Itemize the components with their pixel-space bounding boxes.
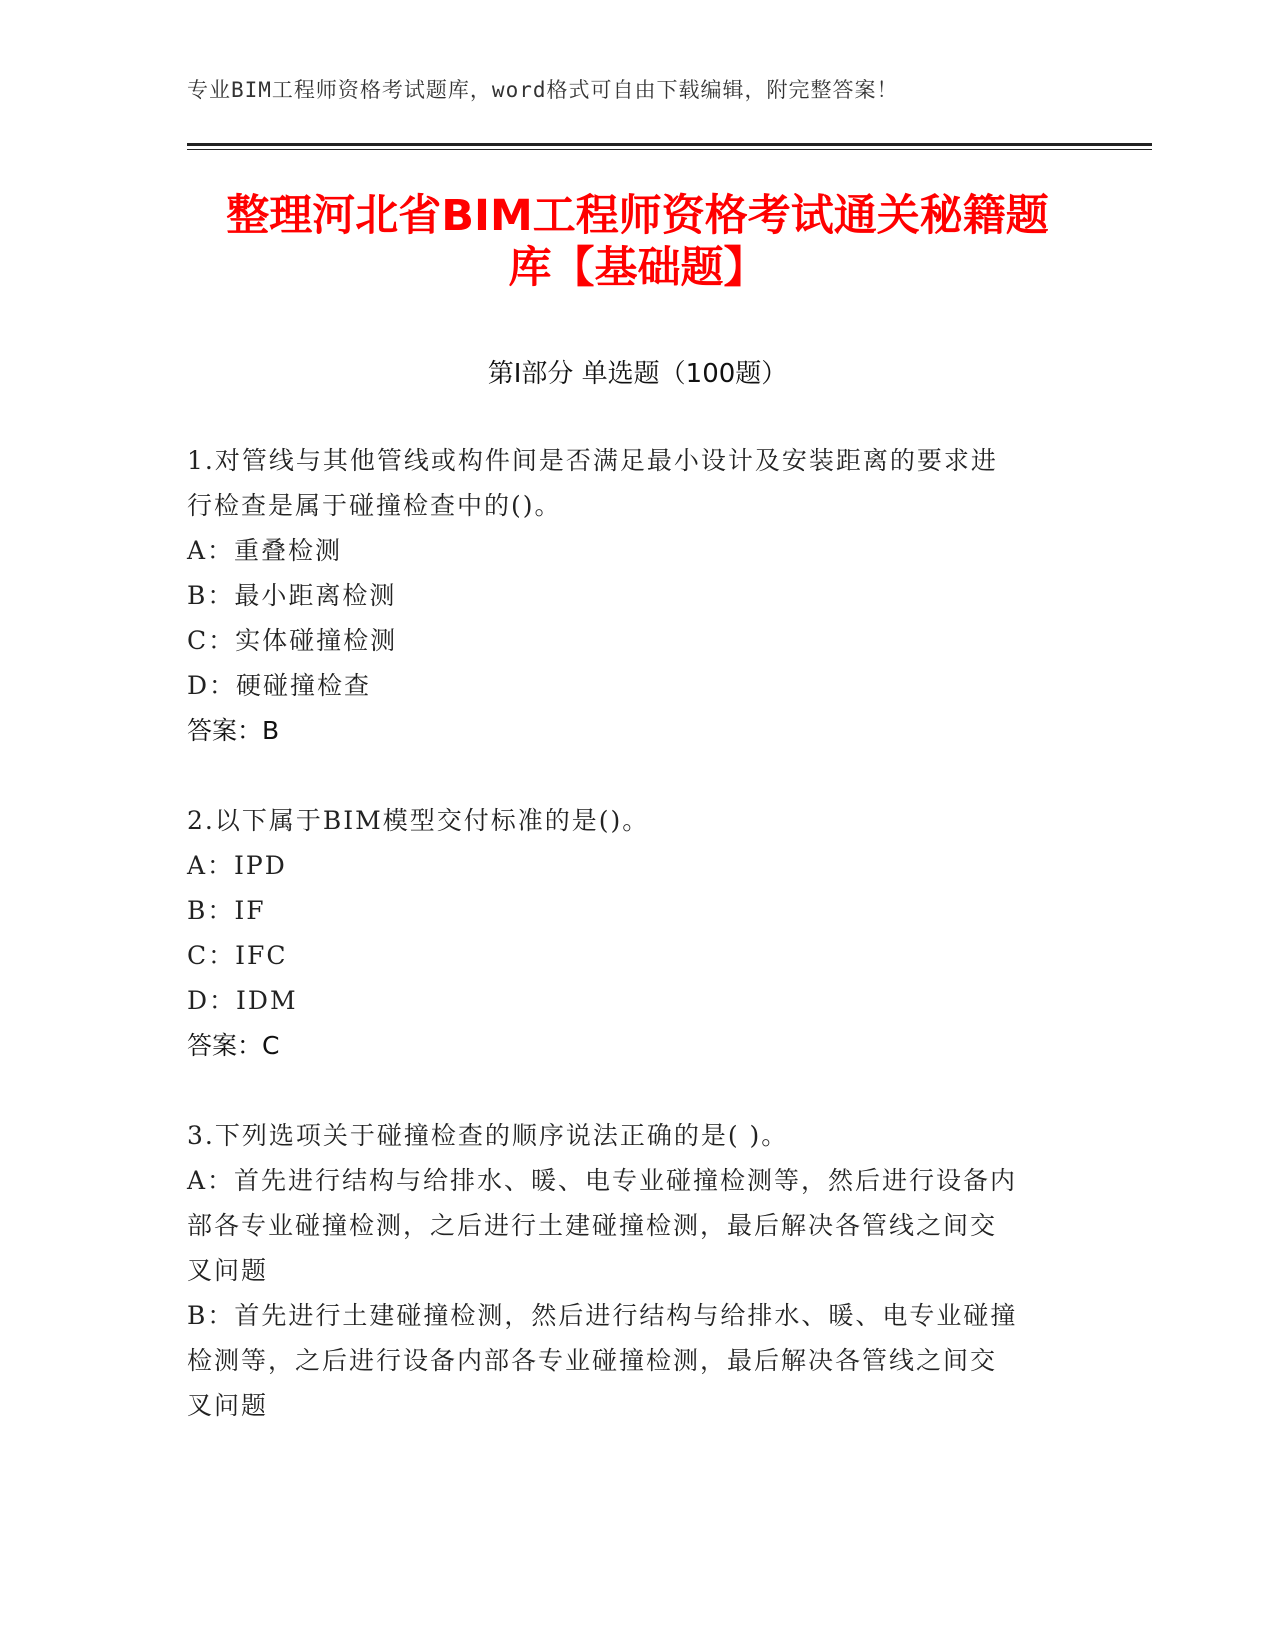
- option-a: A：IPD: [187, 851, 287, 880]
- header-rule-thin: [187, 149, 1152, 150]
- question-stem: 2.以下属于BIM模型交付标准的是()。: [187, 806, 650, 835]
- document-title-line-1: 整理河北省BIM工程师资格考试通关秘籍题: [226, 191, 1049, 241]
- option-b-continued: 叉问题: [187, 1391, 269, 1420]
- question-stem: 3.下列选项关于碰撞检查的顺序说法正确的是( )。: [187, 1121, 789, 1150]
- option-b-continued: 检测等，之后进行设备内部各专业碰撞检测，最后解决各管线之间交: [187, 1346, 998, 1375]
- option-a: A：首先进行结构与给排水、暖、电专业碰撞检测等，然后进行设备内: [187, 1166, 1018, 1195]
- option-b: B：最小距离检测: [187, 581, 397, 610]
- option-b: B：首先进行土建碰撞检测，然后进行结构与给排水、暖、电专业碰撞: [187, 1301, 1018, 1330]
- document-title-line-2: 库【基础题】: [508, 243, 767, 293]
- question-1: [187, 438, 1067, 753]
- option-a-continued: 叉问题: [187, 1256, 269, 1285]
- option-c: C：实体碰撞检测: [187, 626, 398, 655]
- option-b: B：IF: [187, 896, 266, 925]
- question-stem: 1.对管线与其他管线或构件间是否满足最小设计及安装距离的要求进: [187, 446, 998, 475]
- question-3: [187, 1113, 1067, 1428]
- option-c: C：IFC: [187, 941, 288, 970]
- answer: 答案：B: [187, 716, 280, 745]
- section-title: 第Ⅰ部分 单选题（100题）: [487, 359, 788, 389]
- question-stem: 行检查是属于碰撞检查中的()。: [187, 491, 562, 520]
- option-a-continued: 部各专业碰撞检测，之后进行土建碰撞检测，最后解决各管线之间交: [187, 1211, 998, 1240]
- header-rule-thick: [187, 143, 1152, 146]
- option-d: D：IDM: [187, 986, 298, 1015]
- option-a: A：重叠检测: [187, 536, 343, 565]
- answer: 答案：C: [187, 1031, 280, 1060]
- option-d: D：硬碰撞检查: [187, 671, 372, 700]
- header-note: 专业BIM工程师资格考试题库，word格式可自由下载编辑，附完整答案！: [187, 78, 899, 102]
- document-title: [150, 190, 1125, 294]
- question-list: [187, 438, 1067, 1473]
- question-2: [187, 798, 1067, 1068]
